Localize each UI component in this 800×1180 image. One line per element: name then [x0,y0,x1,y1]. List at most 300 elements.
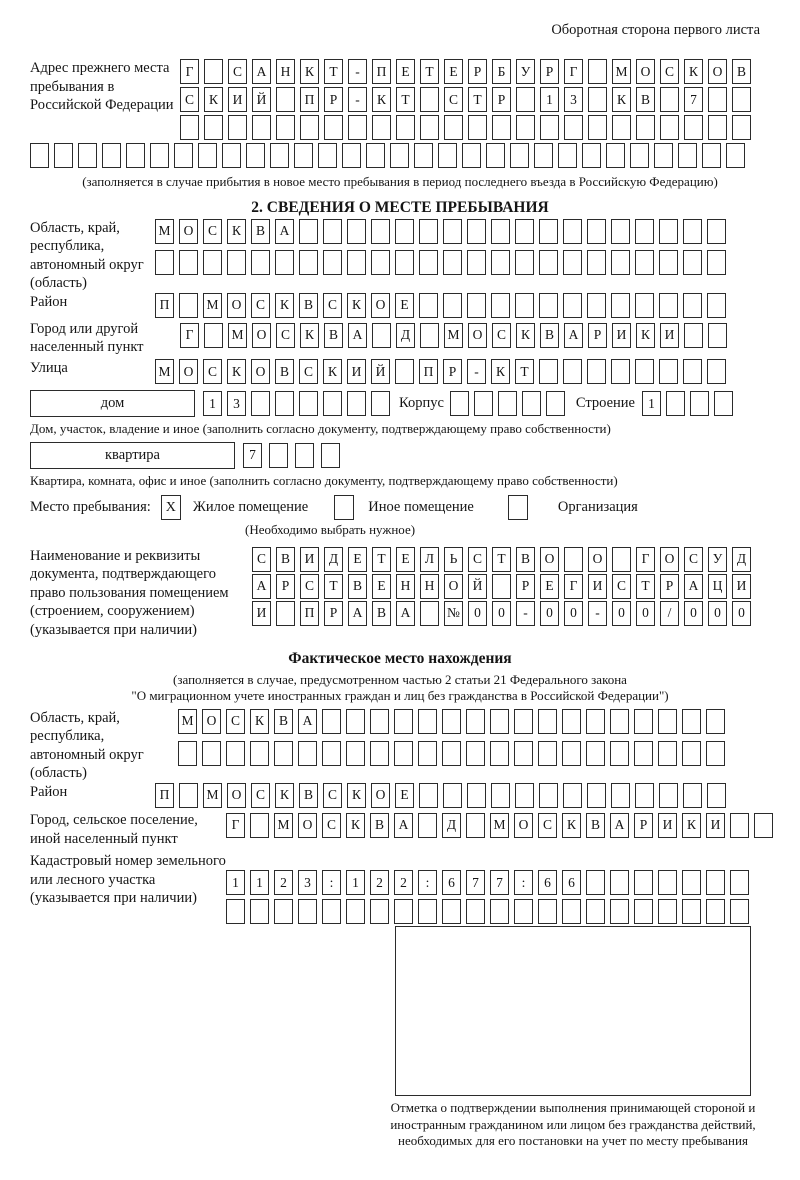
char-cell[interactable]: А [252,59,271,84]
char-cell[interactable]: С [251,293,270,318]
char-cell[interactable] [370,709,389,734]
char-cell[interactable]: А [610,813,629,838]
char-cell[interactable]: В [348,574,367,599]
char-cell[interactable]: В [732,59,751,84]
char-cell[interactable]: О [371,293,390,318]
char-cell[interactable] [322,741,341,766]
char-cell[interactable]: В [251,219,270,244]
char-cell[interactable] [444,115,463,140]
char-cell[interactable]: 1 [203,391,222,416]
char-cell[interactable] [276,115,295,140]
char-cell[interactable] [684,323,703,348]
char-cell[interactable] [582,143,601,168]
char-cell[interactable] [707,783,726,808]
char-cell[interactable]: И [706,813,725,838]
char-cell[interactable] [419,250,438,275]
char-cell[interactable] [179,783,198,808]
char-cell[interactable]: Й [468,574,487,599]
char-cell[interactable]: П [419,359,438,384]
char-cell[interactable]: С [276,323,295,348]
char-cell[interactable]: К [636,323,655,348]
char-cell[interactable] [658,709,677,734]
char-cell[interactable]: Т [468,87,487,112]
char-cell[interactable] [730,813,749,838]
char-cell[interactable]: Г [564,574,583,599]
char-cell[interactable] [202,741,221,766]
char-cell[interactable] [634,709,653,734]
char-cell[interactable]: Т [492,547,511,572]
char-cell[interactable]: В [636,87,655,112]
char-cell[interactable]: С [612,574,631,599]
organization-checkbox[interactable] [508,495,528,520]
char-cell[interactable] [635,219,654,244]
char-cell[interactable]: 1 [346,870,365,895]
char-cell[interactable] [226,741,245,766]
char-cell[interactable] [490,741,509,766]
char-cell[interactable] [419,293,438,318]
char-cell[interactable] [635,250,654,275]
char-cell[interactable] [348,115,367,140]
char-cell[interactable]: У [708,547,727,572]
char-cell[interactable]: И [612,323,631,348]
char-cell[interactable]: С [300,574,319,599]
char-cell[interactable] [516,87,535,112]
char-cell[interactable]: Е [396,547,415,572]
char-cell[interactable] [250,741,269,766]
char-cell[interactable]: 1 [226,870,245,895]
char-cell[interactable]: - [467,359,486,384]
char-cell[interactable] [274,899,293,924]
char-cell[interactable] [726,143,745,168]
char-cell[interactable] [54,143,73,168]
char-cell[interactable]: К [347,783,366,808]
char-cell[interactable]: М [203,783,222,808]
char-cell[interactable] [295,443,314,468]
char-cell[interactable] [586,899,605,924]
char-cell[interactable]: П [155,293,174,318]
char-cell[interactable] [684,115,703,140]
char-cell[interactable]: Р [540,59,559,84]
char-cell[interactable] [730,899,749,924]
char-cell[interactable]: Р [492,87,511,112]
char-cell[interactable] [588,115,607,140]
char-cell[interactable] [562,899,581,924]
char-cell[interactable]: 3 [227,391,246,416]
char-cell[interactable]: О [660,547,679,572]
char-cell[interactable] [754,813,773,838]
char-cell[interactable]: А [348,323,367,348]
char-cell[interactable]: Р [324,87,343,112]
char-cell[interactable] [78,143,97,168]
char-cell[interactable] [442,899,461,924]
char-cell[interactable]: В [370,813,389,838]
char-cell[interactable] [610,741,629,766]
char-cell[interactable]: С [203,219,222,244]
char-cell[interactable] [442,741,461,766]
char-cell[interactable] [514,899,533,924]
char-cell[interactable]: М [444,323,463,348]
char-cell[interactable]: Т [324,574,343,599]
char-cell[interactable] [467,219,486,244]
char-cell[interactable] [683,783,702,808]
char-cell[interactable] [300,115,319,140]
char-cell[interactable] [394,899,413,924]
char-cell[interactable] [102,143,121,168]
char-cell[interactable]: С [538,813,557,838]
char-cell[interactable]: Г [180,323,199,348]
char-cell[interactable] [346,899,365,924]
char-cell[interactable]: Д [732,547,751,572]
char-cell[interactable] [522,391,541,416]
char-cell[interactable]: Н [396,574,415,599]
char-cell[interactable] [323,219,342,244]
char-cell[interactable] [390,143,409,168]
char-cell[interactable]: С [468,547,487,572]
char-cell[interactable]: О [227,293,246,318]
char-cell[interactable] [396,115,415,140]
char-cell[interactable] [666,391,685,416]
char-cell[interactable] [274,741,293,766]
char-cell[interactable] [443,293,462,318]
char-cell[interactable] [660,115,679,140]
char-cell[interactable]: Т [515,359,534,384]
char-cell[interactable]: К [372,87,391,112]
char-cell[interactable] [490,709,509,734]
char-cell[interactable] [562,709,581,734]
char-cell[interactable]: О [588,547,607,572]
char-cell[interactable] [323,250,342,275]
char-cell[interactable] [276,87,295,112]
char-cell[interactable] [491,783,510,808]
char-cell[interactable] [534,143,553,168]
char-cell[interactable]: В [275,359,294,384]
char-cell[interactable]: 0 [636,601,655,626]
char-cell[interactable] [276,601,295,626]
char-cell[interactable] [630,143,649,168]
char-cell[interactable] [347,219,366,244]
char-cell[interactable] [660,87,679,112]
char-cell[interactable] [683,359,702,384]
char-cell[interactable] [588,59,607,84]
char-cell[interactable] [658,899,677,924]
char-cell[interactable] [298,741,317,766]
char-cell[interactable]: О [371,783,390,808]
char-cell[interactable] [586,741,605,766]
char-cell[interactable] [252,115,271,140]
char-cell[interactable] [179,293,198,318]
char-cell[interactable]: А [252,574,271,599]
char-cell[interactable]: 7 [490,870,509,895]
char-cell[interactable]: М [203,293,222,318]
char-cell[interactable] [346,709,365,734]
char-cell[interactable] [708,323,727,348]
char-cell[interactable]: О [227,783,246,808]
char-cell[interactable]: Е [395,293,414,318]
char-cell[interactable]: Д [324,547,343,572]
char-cell[interactable] [371,250,390,275]
char-cell[interactable] [204,59,223,84]
char-cell[interactable]: Т [420,59,439,84]
char-cell[interactable]: А [298,709,317,734]
char-cell[interactable] [347,250,366,275]
char-cell[interactable] [714,391,733,416]
char-cell[interactable] [468,115,487,140]
char-cell[interactable]: 6 [538,870,557,895]
char-cell[interactable]: П [372,59,391,84]
char-cell[interactable] [178,741,197,766]
char-cell[interactable] [563,783,582,808]
char-cell[interactable] [204,115,223,140]
char-cell[interactable]: Г [564,59,583,84]
char-cell[interactable] [226,899,245,924]
char-cell[interactable] [394,741,413,766]
residential-checkbox[interactable]: X [161,495,181,520]
char-cell[interactable]: А [684,574,703,599]
char-cell[interactable] [690,391,709,416]
char-cell[interactable]: С [684,547,703,572]
char-cell[interactable] [635,359,654,384]
char-cell[interactable] [659,359,678,384]
char-cell[interactable] [270,143,289,168]
char-cell[interactable] [443,219,462,244]
char-cell[interactable] [634,870,653,895]
char-cell[interactable] [342,143,361,168]
char-cell[interactable]: И [347,359,366,384]
char-cell[interactable] [347,391,366,416]
char-cell[interactable]: К [204,87,223,112]
char-cell[interactable] [538,709,557,734]
char-cell[interactable]: Л [420,547,439,572]
char-cell[interactable]: Р [634,813,653,838]
char-cell[interactable]: О [468,323,487,348]
char-cell[interactable] [538,741,557,766]
char-cell[interactable] [466,709,485,734]
char-cell[interactable] [467,250,486,275]
char-cell[interactable] [275,391,294,416]
char-cell[interactable]: Т [396,87,415,112]
char-cell[interactable] [418,813,437,838]
char-cell[interactable] [611,250,630,275]
char-cell[interactable]: С [228,59,247,84]
char-cell[interactable] [707,219,726,244]
char-cell[interactable] [658,741,677,766]
other-premises-checkbox[interactable] [334,495,354,520]
char-cell[interactable]: Д [442,813,461,838]
char-cell[interactable]: С [203,359,222,384]
char-cell[interactable] [514,709,533,734]
char-cell[interactable] [450,391,469,416]
char-cell[interactable] [510,143,529,168]
char-cell[interactable] [515,219,534,244]
char-cell[interactable]: Е [396,59,415,84]
char-cell[interactable]: : [322,870,341,895]
char-cell[interactable]: О [252,323,271,348]
char-cell[interactable] [708,115,727,140]
char-cell[interactable] [371,219,390,244]
char-cell[interactable] [683,250,702,275]
char-cell[interactable]: 1 [540,87,559,112]
char-cell[interactable]: М [155,219,174,244]
char-cell[interactable]: О [202,709,221,734]
char-cell[interactable] [323,391,342,416]
char-cell[interactable] [150,143,169,168]
char-cell[interactable] [611,219,630,244]
char-cell[interactable]: К [300,323,319,348]
char-cell[interactable] [732,87,751,112]
char-cell[interactable] [251,391,270,416]
char-cell[interactable]: У [516,59,535,84]
char-cell[interactable]: С [180,87,199,112]
char-cell[interactable] [707,359,726,384]
char-cell[interactable]: 0 [732,601,751,626]
char-cell[interactable] [250,899,269,924]
char-cell[interactable]: К [227,219,246,244]
char-cell[interactable] [563,293,582,318]
char-cell[interactable] [540,115,559,140]
char-cell[interactable]: И [732,574,751,599]
char-cell[interactable]: Т [324,59,343,84]
char-cell[interactable]: А [396,601,415,626]
char-cell[interactable] [539,250,558,275]
char-cell[interactable]: О [179,359,198,384]
char-cell[interactable] [498,391,517,416]
char-cell[interactable] [466,813,485,838]
char-cell[interactable]: Д [396,323,415,348]
char-cell[interactable] [299,391,318,416]
char-cell[interactable] [322,709,341,734]
char-cell[interactable] [394,709,413,734]
char-cell[interactable] [372,323,391,348]
char-cell[interactable] [514,741,533,766]
char-cell[interactable]: С [299,359,318,384]
char-cell[interactable]: М [274,813,293,838]
char-cell[interactable] [346,741,365,766]
char-cell[interactable] [30,143,49,168]
char-cell[interactable]: Р [443,359,462,384]
char-cell[interactable] [467,293,486,318]
char-cell[interactable]: : [514,870,533,895]
char-cell[interactable]: И [660,323,679,348]
char-cell[interactable]: И [228,87,247,112]
char-cell[interactable]: - [348,87,367,112]
char-cell[interactable]: А [348,601,367,626]
char-cell[interactable] [246,143,265,168]
char-cell[interactable] [395,359,414,384]
char-cell[interactable]: Т [636,574,655,599]
char-cell[interactable] [515,250,534,275]
char-cell[interactable] [682,870,701,895]
char-cell[interactable]: П [300,601,319,626]
char-cell[interactable] [586,870,605,895]
char-cell[interactable]: А [564,323,583,348]
char-cell[interactable] [702,143,721,168]
char-cell[interactable]: Т [372,547,391,572]
char-cell[interactable] [419,783,438,808]
char-cell[interactable]: Ц [708,574,727,599]
char-cell[interactable] [706,899,725,924]
char-cell[interactable]: М [490,813,509,838]
char-cell[interactable] [204,323,223,348]
char-cell[interactable] [658,870,677,895]
char-cell[interactable] [269,443,288,468]
char-cell[interactable] [490,899,509,924]
char-cell[interactable] [443,250,462,275]
char-cell[interactable]: К [491,359,510,384]
char-cell[interactable]: К [250,709,269,734]
char-cell[interactable] [442,709,461,734]
char-cell[interactable] [706,870,725,895]
char-cell[interactable]: Ь [444,547,463,572]
char-cell[interactable] [563,359,582,384]
char-cell[interactable]: 0 [684,601,703,626]
char-cell[interactable]: К [684,59,703,84]
char-cell[interactable] [466,741,485,766]
char-cell[interactable] [708,87,727,112]
char-cell[interactable] [515,783,534,808]
char-cell[interactable]: Е [395,783,414,808]
char-cell[interactable]: О [636,59,655,84]
char-cell[interactable] [564,115,583,140]
char-cell[interactable] [418,709,437,734]
char-cell[interactable]: № [444,601,463,626]
char-cell[interactable] [155,250,174,275]
char-cell[interactable] [563,219,582,244]
char-cell[interactable] [682,899,701,924]
char-cell[interactable] [606,143,625,168]
char-cell[interactable]: И [658,813,677,838]
char-cell[interactable] [420,115,439,140]
char-cell[interactable]: Г [180,59,199,84]
char-cell[interactable] [563,250,582,275]
char-cell[interactable] [610,709,629,734]
char-cell[interactable] [486,143,505,168]
char-cell[interactable]: В [299,293,318,318]
char-cell[interactable]: И [300,547,319,572]
char-cell[interactable] [634,899,653,924]
char-cell[interactable] [491,250,510,275]
char-cell[interactable] [228,115,247,140]
char-cell[interactable] [682,709,701,734]
char-cell[interactable]: 3 [564,87,583,112]
char-cell[interactable]: И [252,601,271,626]
char-cell[interactable]: 2 [274,870,293,895]
char-cell[interactable]: 1 [642,391,661,416]
char-cell[interactable]: 0 [708,601,727,626]
char-cell[interactable]: 3 [298,870,317,895]
char-cell[interactable] [706,741,725,766]
char-cell[interactable]: Р [516,574,535,599]
char-cell[interactable]: 6 [442,870,461,895]
char-cell[interactable]: Н [420,574,439,599]
char-cell[interactable] [610,899,629,924]
char-cell[interactable] [174,143,193,168]
char-cell[interactable] [515,293,534,318]
char-cell[interactable]: В [276,547,295,572]
char-cell[interactable] [467,783,486,808]
char-cell[interactable] [707,293,726,318]
char-cell[interactable]: Р [588,323,607,348]
char-cell[interactable] [546,391,565,416]
char-cell[interactable]: О [444,574,463,599]
char-cell[interactable] [294,143,313,168]
char-cell[interactable]: С [226,709,245,734]
char-cell[interactable]: А [275,219,294,244]
char-cell[interactable] [395,250,414,275]
char-cell[interactable] [654,143,673,168]
char-cell[interactable]: 0 [468,601,487,626]
char-cell[interactable] [611,293,630,318]
char-cell[interactable] [659,250,678,275]
